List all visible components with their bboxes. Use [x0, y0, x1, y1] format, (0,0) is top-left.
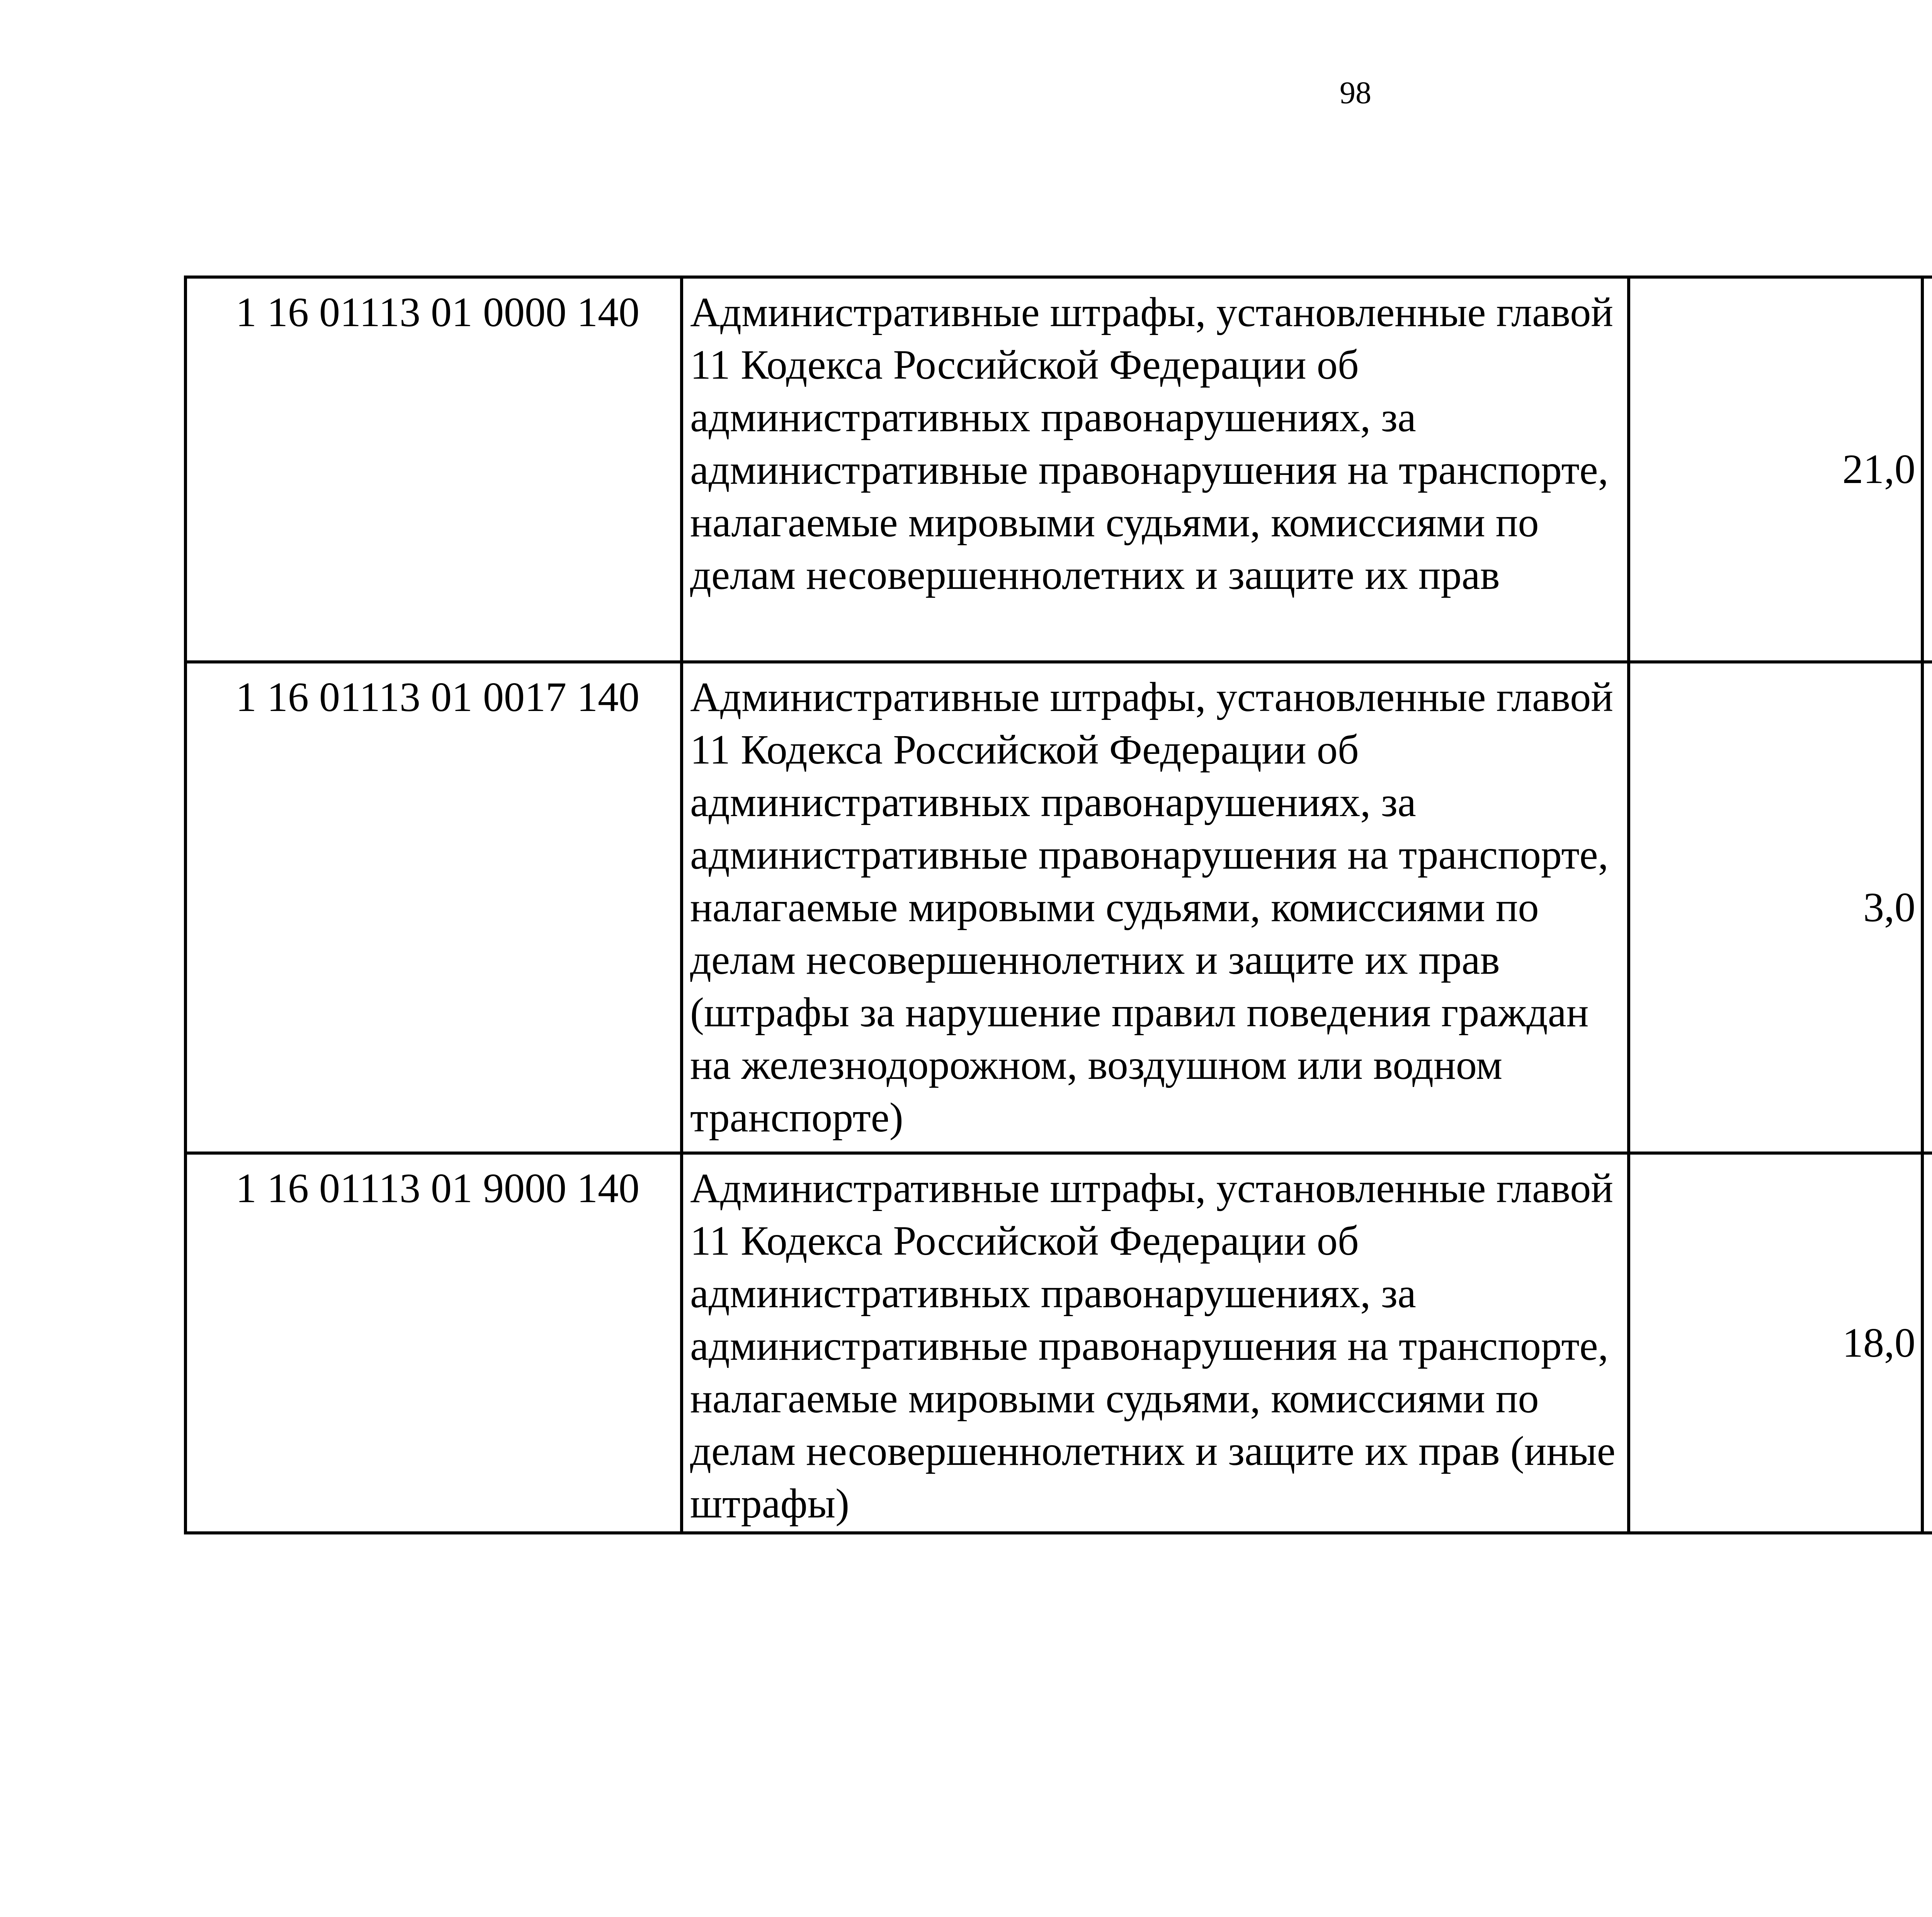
page-number: 98 — [1340, 75, 1371, 110]
description-cell: Административные штрафы, установленные главой 11 Кодекса Российской Федерации об административных правонарушениях, за административные правонарушения на транспорте, налагаемые мировыми судьями, комиссиями по делам несовершеннолетних и защите их прав (иные штрафы) — [682, 1153, 1629, 1533]
budget-code-cell: 1 16 01113 01 0017 140 — [185, 662, 682, 1153]
description-cell: Административные штрафы, установленные главой 11 Кодекса Российской Федерации об административных правонарушениях, за административные правонарушения на транспорте, налагаемые мировыми судьями, комиссиями по делам несовершеннолетних и защите их прав — [682, 277, 1629, 662]
budget-code-cell: 1 16 01113 01 9000 140 — [185, 1153, 682, 1533]
budget-code-cell: 1 16 01113 01 0000 140 — [185, 277, 682, 662]
table-row — [185, 662, 1932, 1153]
value-cell-1: 3,0 — [1629, 662, 1922, 1153]
value-cell-2 — [1922, 1153, 1932, 1533]
table-row — [185, 277, 1932, 662]
value-cell-1: 21,0 — [1629, 277, 1922, 662]
table-row — [185, 1153, 1932, 1533]
budget-table — [184, 276, 1932, 1534]
value-cell-1: 18,0 — [1629, 1153, 1922, 1533]
description-cell: Административные штрафы, установленные главой 11 Кодекса Российской Федерации об административных правонарушениях, за административные правонарушения на транспорте, налагаемые мировыми судьями, комиссиями по делам несовершеннолетних и защите их прав (штрафы за нарушение правил поведения граждан на железнодорожном, воздушном или водном транспорте) — [682, 662, 1629, 1153]
value-cell-2 — [1922, 277, 1932, 662]
value-cell-2 — [1922, 662, 1932, 1153]
